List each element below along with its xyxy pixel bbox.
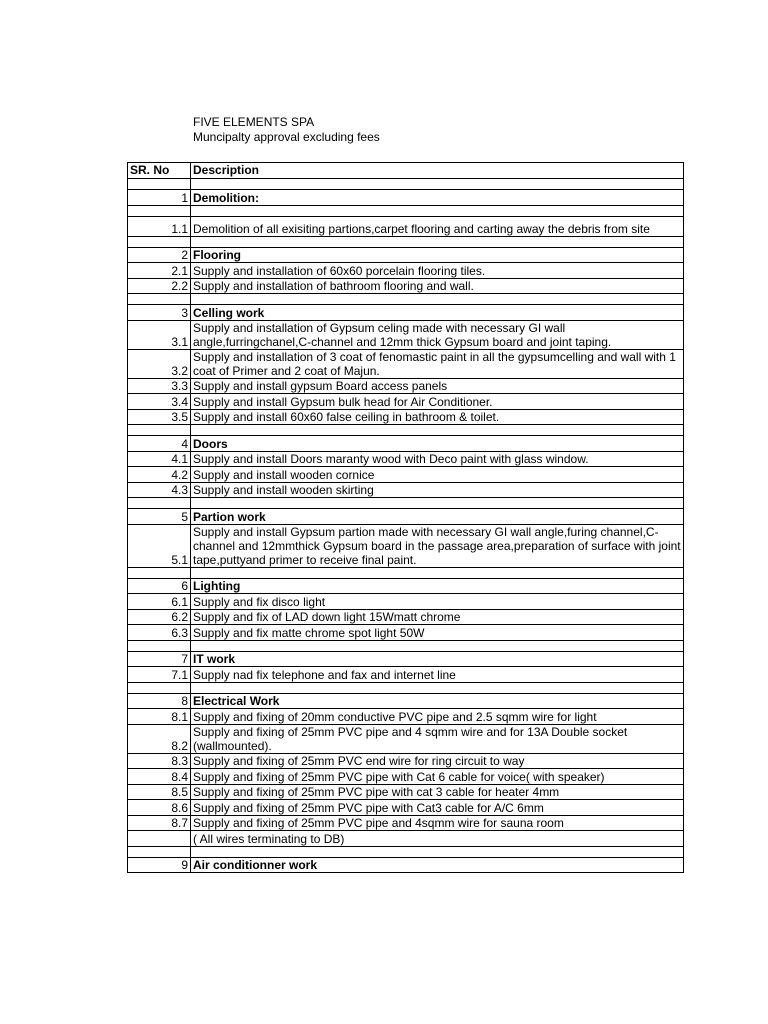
description-cell: Supply and fix of LAD down light 15Wmatt chrome <box>191 609 684 625</box>
description-cell: Supply and install wooden cornice <box>191 467 684 483</box>
table-row <box>128 320 684 349</box>
sr-no-cell: 1.1 <box>128 216 191 236</box>
sr-no-cell <box>128 236 191 247</box>
table-row <box>128 831 684 847</box>
sr-no-cell <box>128 682 191 693</box>
description-cell <box>191 236 684 247</box>
description-cell: Flooring <box>191 247 684 263</box>
bill-of-quantities-table <box>127 162 684 873</box>
section-row <box>128 190 684 206</box>
description-cell <box>191 640 684 651</box>
sr-no-cell: 8.5 <box>128 784 191 800</box>
section-row <box>128 247 684 263</box>
table-row <box>128 769 684 785</box>
description-cell: Supply and fixing of 20mm conductive PVC pipe and 2.5 sqmm wire for light <box>191 709 684 725</box>
sr-no-cell <box>128 179 191 190</box>
header-description: Description <box>191 163 684 179</box>
sr-no-cell: 9 <box>128 857 191 873</box>
description-cell: ( All wires terminating to DB) <box>191 831 684 847</box>
sr-no-cell: 3.1 <box>128 320 191 349</box>
sr-no-cell: 4.2 <box>128 467 191 483</box>
description-cell: Supply and installation of 60x60 porcelain flooring tiles. <box>191 263 684 279</box>
table-row <box>128 216 684 236</box>
sr-no-cell: 4 <box>128 436 191 452</box>
sr-no-cell <box>128 640 191 651</box>
sr-no-cell: 4.1 <box>128 451 191 467</box>
description-cell: Supply and installation of bathroom flooring and wall. <box>191 278 684 294</box>
sr-no-cell <box>128 205 191 216</box>
table-row <box>128 378 684 394</box>
description-cell: Supply and fix matte chrome spot light 50W <box>191 625 684 641</box>
table-row <box>128 800 684 816</box>
description-cell <box>191 682 684 693</box>
description-cell <box>191 205 684 216</box>
description-cell: Doors <box>191 436 684 452</box>
blank-row <box>128 425 684 436</box>
description-cell: Celling work <box>191 305 684 321</box>
sr-no-cell: 6 <box>128 578 191 594</box>
table-row <box>128 815 684 831</box>
sr-no-cell <box>128 846 191 857</box>
description-cell: Supply and install Doors maranty wood with Deco paint with glass window. <box>191 451 684 467</box>
sr-no-cell: 3.4 <box>128 394 191 410</box>
section-row <box>128 651 684 667</box>
description-cell: Supply and fixing of 25mm PVC pipe with cat 3 cable for heater 4mm <box>191 784 684 800</box>
blank-row <box>128 846 684 857</box>
sr-no-cell: 2.2 <box>128 278 191 294</box>
sr-no-cell: 6.2 <box>128 609 191 625</box>
sr-no-cell: 6.3 <box>128 625 191 641</box>
description-cell: Supply and fix disco light <box>191 594 684 610</box>
description-cell <box>191 846 684 857</box>
description-cell: Supply and install 60x60 false ceiling in bathroom & toilet. <box>191 409 684 425</box>
description-cell: Supply and install gypsum Board access panels <box>191 378 684 394</box>
description-cell: Supply and fixing of 25mm PVC pipe with Cat 6 cable for voice( with speaker) <box>191 769 684 785</box>
description-cell: Supply and fixing of 25mm PVC pipe with Cat3 cable for A/C 6mm <box>191 800 684 816</box>
description-cell: Partion work <box>191 509 684 525</box>
description-cell <box>191 294 684 305</box>
sr-no-cell <box>128 831 191 847</box>
description-cell: Supply and fixing of 25mm PVC pipe and 4 sqmm wire and for 13A Double socket (wallmounted). <box>191 724 684 753</box>
sr-no-cell <box>128 498 191 509</box>
blank-row <box>128 567 684 578</box>
description-cell <box>191 498 684 509</box>
description-cell <box>191 425 684 436</box>
blank-row <box>128 682 684 693</box>
table-row <box>128 467 684 483</box>
sr-no-cell: 8.2 <box>128 724 191 753</box>
table-row <box>128 753 684 769</box>
table-row <box>128 667 684 683</box>
description-cell: Electrical Work <box>191 693 684 709</box>
table-row <box>128 409 684 425</box>
description-cell: Demolition of all exisiting partions,carpet flooring and carting away the debris from site <box>191 216 684 236</box>
table-row <box>128 482 684 498</box>
table-row <box>128 394 684 410</box>
blank-row <box>128 179 684 190</box>
sr-no-cell <box>128 294 191 305</box>
table-row <box>128 451 684 467</box>
table-header-row <box>128 163 684 179</box>
header-sr-no: SR. No <box>128 163 191 179</box>
description-cell: Supply nad fix telephone and fax and internet line <box>191 667 684 683</box>
section-row <box>128 436 684 452</box>
sr-no-cell: 3.2 <box>128 349 191 378</box>
table-row <box>128 524 684 567</box>
blank-row <box>128 236 684 247</box>
section-row <box>128 857 684 873</box>
blank-row <box>128 640 684 651</box>
description-cell: Supply and install wooden skirting <box>191 482 684 498</box>
section-row <box>128 578 684 594</box>
sr-no-cell: 2 <box>128 247 191 263</box>
sr-no-cell: 1 <box>128 190 191 206</box>
sr-no-cell <box>128 425 191 436</box>
description-cell: Supply and install Gypsum partion made with necessary GI wall angle,furing channel,C-channel and 12mmthick Gypsum board in the passage area,preparation of surface with joint tape,puttyand primer to receive final paint. <box>191 524 684 567</box>
blank-row <box>128 294 684 305</box>
table-row <box>128 609 684 625</box>
sr-no-cell: 5 <box>128 509 191 525</box>
sr-no-cell: 7.1 <box>128 667 191 683</box>
description-cell: Supply and installation of Gypsum celing made with necessary GI wall angle,furringchanel,C-channel and 12mm thick Gypsum board and joint taping. <box>191 320 684 349</box>
section-row <box>128 509 684 525</box>
sr-no-cell: 8.1 <box>128 709 191 725</box>
table-row <box>128 594 684 610</box>
description-cell: Air conditionner work <box>191 857 684 873</box>
description-cell <box>191 567 684 578</box>
description-cell: Supply and install Gypsum bulk head for Air Conditioner. <box>191 394 684 410</box>
table-row <box>128 278 684 294</box>
sr-no-cell: 8.3 <box>128 753 191 769</box>
blank-row <box>128 205 684 216</box>
description-cell <box>191 179 684 190</box>
description-cell: Demolition: <box>191 190 684 206</box>
table-body <box>128 163 684 873</box>
table-row <box>128 349 684 378</box>
sr-no-cell: 8.4 <box>128 769 191 785</box>
section-row <box>128 693 684 709</box>
sr-no-cell: 3.3 <box>128 378 191 394</box>
description-cell: IT work <box>191 651 684 667</box>
table-row <box>128 709 684 725</box>
table-row <box>128 784 684 800</box>
table-row <box>128 263 684 279</box>
table-row <box>128 724 684 753</box>
description-cell: Supply and fixing of 25mm PVC end wire for ring circuit to way <box>191 753 684 769</box>
table-row <box>128 625 684 641</box>
sr-no-cell: 3 <box>128 305 191 321</box>
sr-no-cell: 4.3 <box>128 482 191 498</box>
description-cell: Supply and fixing of 25mm PVC pipe and 4sqmm wire for sauna room <box>191 815 684 831</box>
description-cell: Lighting <box>191 578 684 594</box>
blank-row <box>128 498 684 509</box>
sr-no-cell: 5.1 <box>128 524 191 567</box>
sr-no-cell: 8.6 <box>128 800 191 816</box>
sr-no-cell: 7 <box>128 651 191 667</box>
sr-no-cell <box>128 567 191 578</box>
sr-no-cell: 8.7 <box>128 815 191 831</box>
section-row <box>128 305 684 321</box>
sr-no-cell: 8 <box>128 693 191 709</box>
document-subtitle: Muncipalty approval excluding fees <box>193 130 380 144</box>
description-cell: Supply and installation of 3 coat of fenomastic paint in all the gypsumcelling and wall with 1 coat of Primer and 2 coat of Majun. <box>191 349 684 378</box>
sr-no-cell: 3.5 <box>128 409 191 425</box>
sr-no-cell: 2.1 <box>128 263 191 279</box>
sr-no-cell: 6.1 <box>128 594 191 610</box>
document-title: FIVE ELEMENTS SPA <box>193 115 315 129</box>
